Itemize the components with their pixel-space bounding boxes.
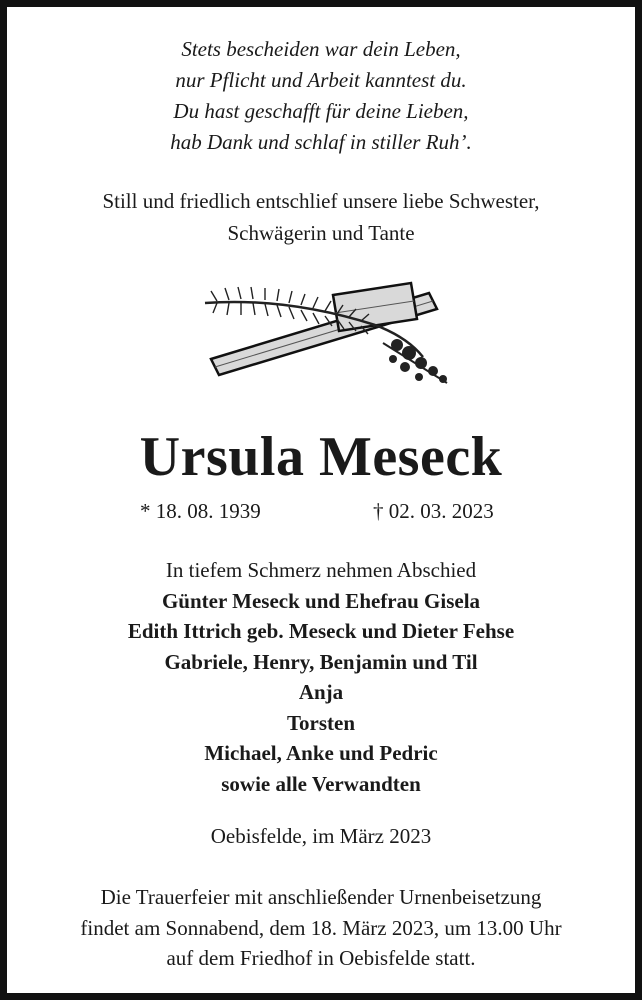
announcement-text (7, 185, 635, 249)
funeral-line: auf dem Friedhof in Oebisfelde statt. (166, 946, 476, 970)
birth-date: * 18. 08. 1939 (140, 499, 261, 523)
cross-with-palm-icon (197, 273, 459, 391)
mourner-name: Torsten (286, 710, 356, 735)
mourner-name: Günter Meseck und Ehefrau Gisela (161, 588, 481, 613)
memorial-poem (7, 34, 635, 158)
funeral-line: findet am Sonnabend, dem 18. März 2023, um 13.00 Uhr (80, 915, 562, 940)
flower-sprig-icon (383, 339, 447, 383)
mourners-block (7, 555, 635, 799)
poem-line: Du hast geschafft für deine Lieben, (173, 99, 469, 123)
funeral-line: Die Trauerfeier mit anschließender Urnenbeisetzung (100, 885, 542, 909)
announcement-line: Still und friedlich entschlief unsere liebe Schwester, (102, 189, 540, 213)
mourner-name: Michael, Anke und Pedric (204, 741, 438, 765)
deceased-name: Ursula Meseck (139, 426, 503, 488)
poem-line: Stets bescheiden war dein Leben, (181, 37, 461, 61)
mourner-name: Anja (298, 680, 344, 704)
place-and-date: Oebisfelde, im März 2023 (210, 824, 432, 848)
mourner-name: sowie alle Verwandten (221, 771, 421, 796)
announcement-line: Schwägerin und Tante (227, 221, 415, 245)
mourner-name: Edith Ittrich geb. Meseck und Dieter Fehse (127, 619, 515, 643)
funeral-details (7, 882, 635, 974)
poem-line: hab Dank und schlaf in stiller Ruh’. (170, 130, 472, 154)
poem-line: nur Pflicht und Arbeit kanntest du. (175, 68, 467, 92)
mourner-name: Gabriele, Henry, Benjamin und Til (164, 649, 478, 674)
mourners-intro: In tiefem Schmerz nehmen Abschied (165, 558, 477, 582)
cross-icon (211, 283, 437, 375)
death-date: † 02. 03. 2023 (373, 499, 494, 523)
